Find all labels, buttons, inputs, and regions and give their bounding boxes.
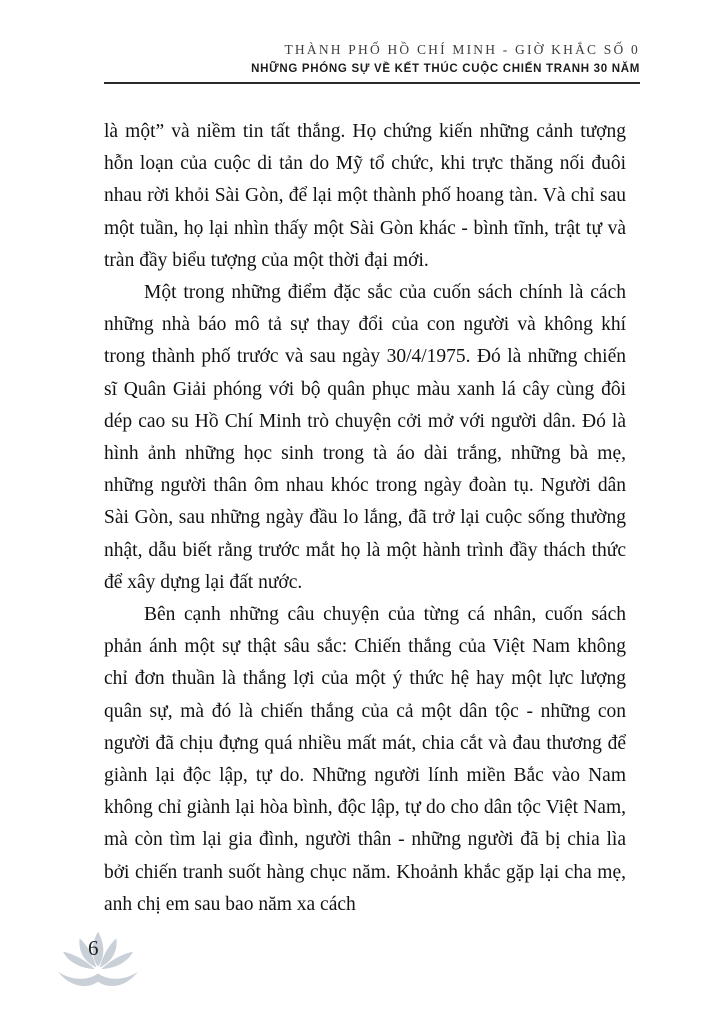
running-head-subtitle: NHỮNG PHÓNG SỰ VỀ KẾT THÚC CUỘC CHIẾN TRANH 30 NĂM (251, 63, 640, 75)
body-text (104, 116, 626, 921)
paragraph: là một” và niềm tin tất thắng. Họ chứng kiến những cảnh tượng hỗn loạn của cuộc di tản do Mỹ tổ chức, khi trực thăng nối đuôi nhau rời khỏi Sài Gòn, để lại một thành phố hoang tàn. Và chỉ sau một tuần, họ lại nhìn thấy một Sài Gòn khác - bình tĩnh, trật tự và tràn đầy biểu tượng của một thời đại mới. (104, 121, 626, 271)
header-rule (104, 82, 640, 84)
running-head-title: THÀNH PHỐ HỒ CHÍ MINH - GIỜ KHẮC SỐ 0 (284, 42, 640, 57)
page-number: 6 (88, 936, 99, 960)
paragraph: Một trong những điểm đặc sắc của cuốn sách chính là cách những nhà báo mô tả sự thay đổi của con người và không khí trong thành phố trước và sau ngày 30/4/1975. Đó là những chiến sĩ Quân Giải phóng với bộ quân phục màu xanh lá cây cùng đôi dép cao su Hồ Chí Minh trò chuyện cởi mở với người dân. Đó là hình ảnh những học sinh trong tà áo dài trắng, những bà mẹ, những người thân ôm nhau khóc trong ngày đoàn tụ. Người dân Sài Gòn, sau những ngày đầu lo lắng, đã trở lại cuộc sống thường nhật, dẫu biết rằng trước mắt họ là một hành trình đầy thách thức để xây dựng lại đất nước. (104, 282, 626, 593)
page-footer (52, 928, 152, 990)
page-header (104, 42, 640, 84)
paragraph: Bên cạnh những câu chuyện của từng cá nhân, cuốn sách phản ánh một sự thật sâu sắc: Chiến thắng của Việt Nam không chỉ đơn thuần là thắng lợi của một ý thức hệ hay một lực lượng quân sự, mà đó là chiến thắng của cả một dân tộc - những con người đã chịu đựng quá nhiều mất mát, chia cắt và đau thương để giành lại độc lập, tự do. Những người lính miền Bắc vào Nam không chỉ giành lại hòa bình, độc lập, tự do cho dân tộc Việt Nam, mà còn tìm lại gia đình, người thân - những người đã bị chia lìa bởi chiến tranh suốt hàng chục năm. Khoảnh khắc gặp lại cha mẹ, anh chị em sau bao năm xa cách (104, 604, 626, 915)
